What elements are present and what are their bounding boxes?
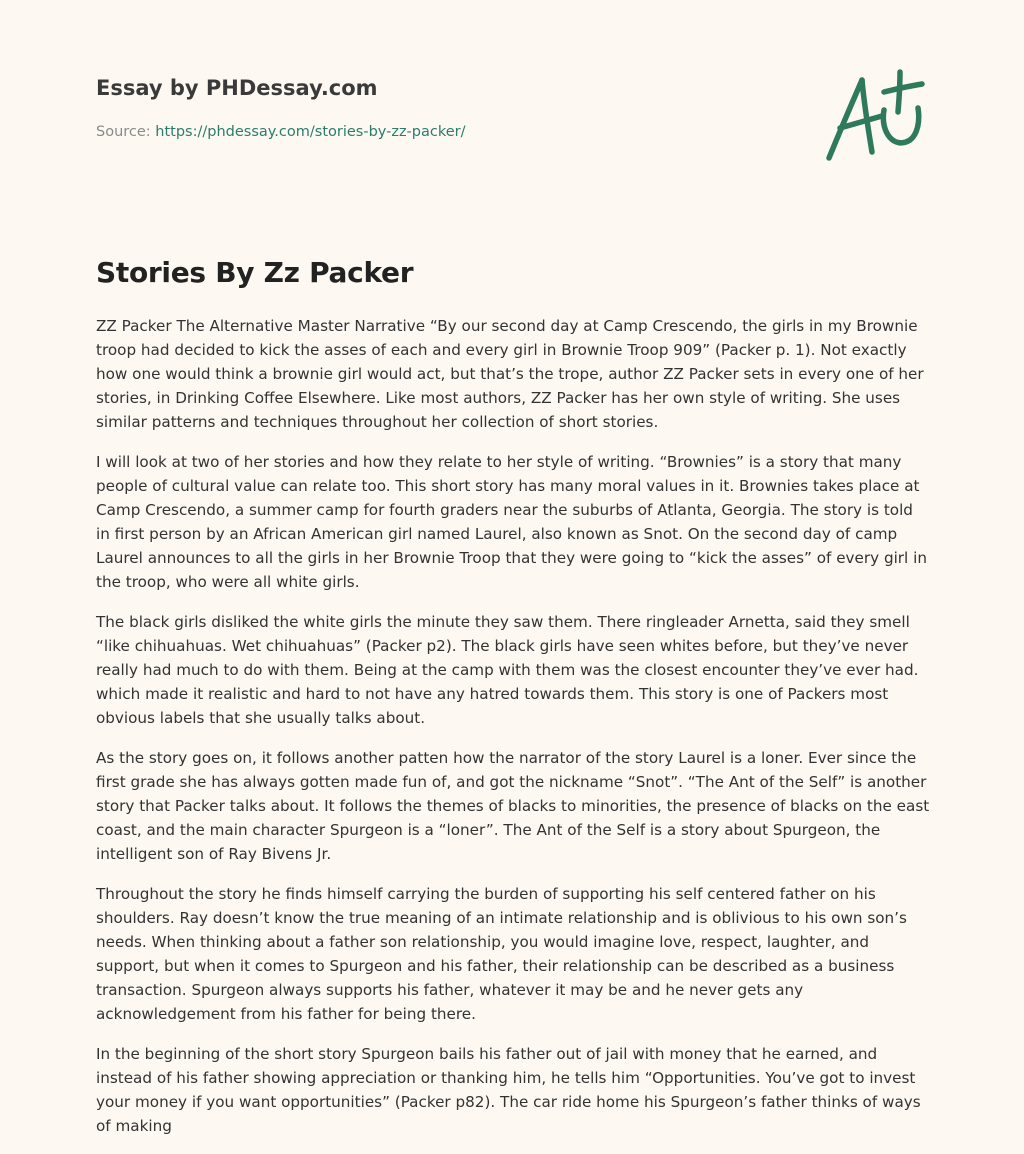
essay-title: Stories By Zz Packer	[96, 256, 414, 289]
essay-body	[96, 314, 930, 1154]
essay-paragraph: ZZ Packer The Alternative Master Narrative “By our second day at Camp Crescendo, the girls in my Brownie troop had decided to kick the asses of each and every girl in Brownie Troop 909” (Packer p. 1). Not exactly how one would think a brownie girl would act, but that’s the trope, author ZZ Packer sets in every one of her stories, in Drinking Coffee Elsewhere. Like most authors, ZZ Packer has her own style of writing. She uses similar patterns and techniques throughout her collection of short stories.	[96, 317, 924, 431]
essay-paragraph: Throughout the story he finds himself carrying the burden of supporting his self centered father on his shoulders. Ray doesn’t know the true meaning of an intimate relationship and is oblivious to his own son’s needs. When thinking about a father son relationship, you would imagine love, respect, laughter, and support, but when it comes to Spurgeon and his father, their relationship can be described as a business transaction. Spurgeon always supports his father, whatever it may be and he never gets any acknowledgement from his father for being there.	[96, 885, 907, 1023]
site-title: Essay by PHDessay.com	[96, 76, 378, 100]
logo-stroke	[898, 72, 900, 112]
essay-paragraph: In the beginning of the short story Spurgeon bails his father out of jail with money that he earned, and instead of his father showing appreciation or thanking him, he tells him “Opportunities. You’ve got to invest your money if you want opportunities” (Packer p82). The car ride home his Spurgeon’s father thinks of ways of making	[96, 1045, 921, 1135]
logo-stroke	[829, 80, 862, 158]
source-label: Source:	[96, 124, 151, 140]
source-line	[96, 124, 466, 140]
logo-stroke	[884, 84, 922, 92]
logo-stroke	[862, 80, 872, 152]
essay-paragraph: As the story goes on, it follows another patten how the narrator of the story Laurel is a loner. Ever since the first grade she has always gotten made fun of, and got the nickname “Snot”. “The Ant of the Self” is another story that Packer talks about. It follows the themes of blacks to minorities, the presence of blacks on the east coast, and the main character Spurgeon is a “loner”. The Ant of the Self is a story about Spurgeon, the intelligent son of Ray Bivens Jr.	[96, 749, 930, 863]
essay-paragraph: I will look at two of her stories and how they relate to her style of writing. “Brownies” is a story that many people of cultural value can relate too. This short story has many moral values in it. Brownies takes place at Camp Crescendo, a summer camp for fourth graders near the suburbs of Atlanta, Georgia. The story is told in first person by an African American girl named Laurel, also known as Snot. On the second day of camp Laurel announces to all the girls in her Brownie Troop that they were going to “kick the asses” of every girl in the troop, who were all white girls.	[96, 453, 927, 591]
logo-stroke	[883, 108, 918, 143]
source-link[interactable]: https://phdessay.com/stories-by-zz-packer/	[155, 124, 466, 140]
essay-paragraph: The black girls disliked the white girls the minute they saw them. There ringleader Arnetta, said they smell “like chihuahuas. Wet chihuahuas” (Packer p2). The black girls have seen whites before, but they’ve never really had much to do with them. Being at the camp with them was the closest encounter they’ve ever had. which made it realistic and hard to not have any hatred towards them. This story is one of Packers most obvious labels that she usually talks about.	[96, 613, 919, 727]
a-plus-icon	[822, 66, 928, 166]
